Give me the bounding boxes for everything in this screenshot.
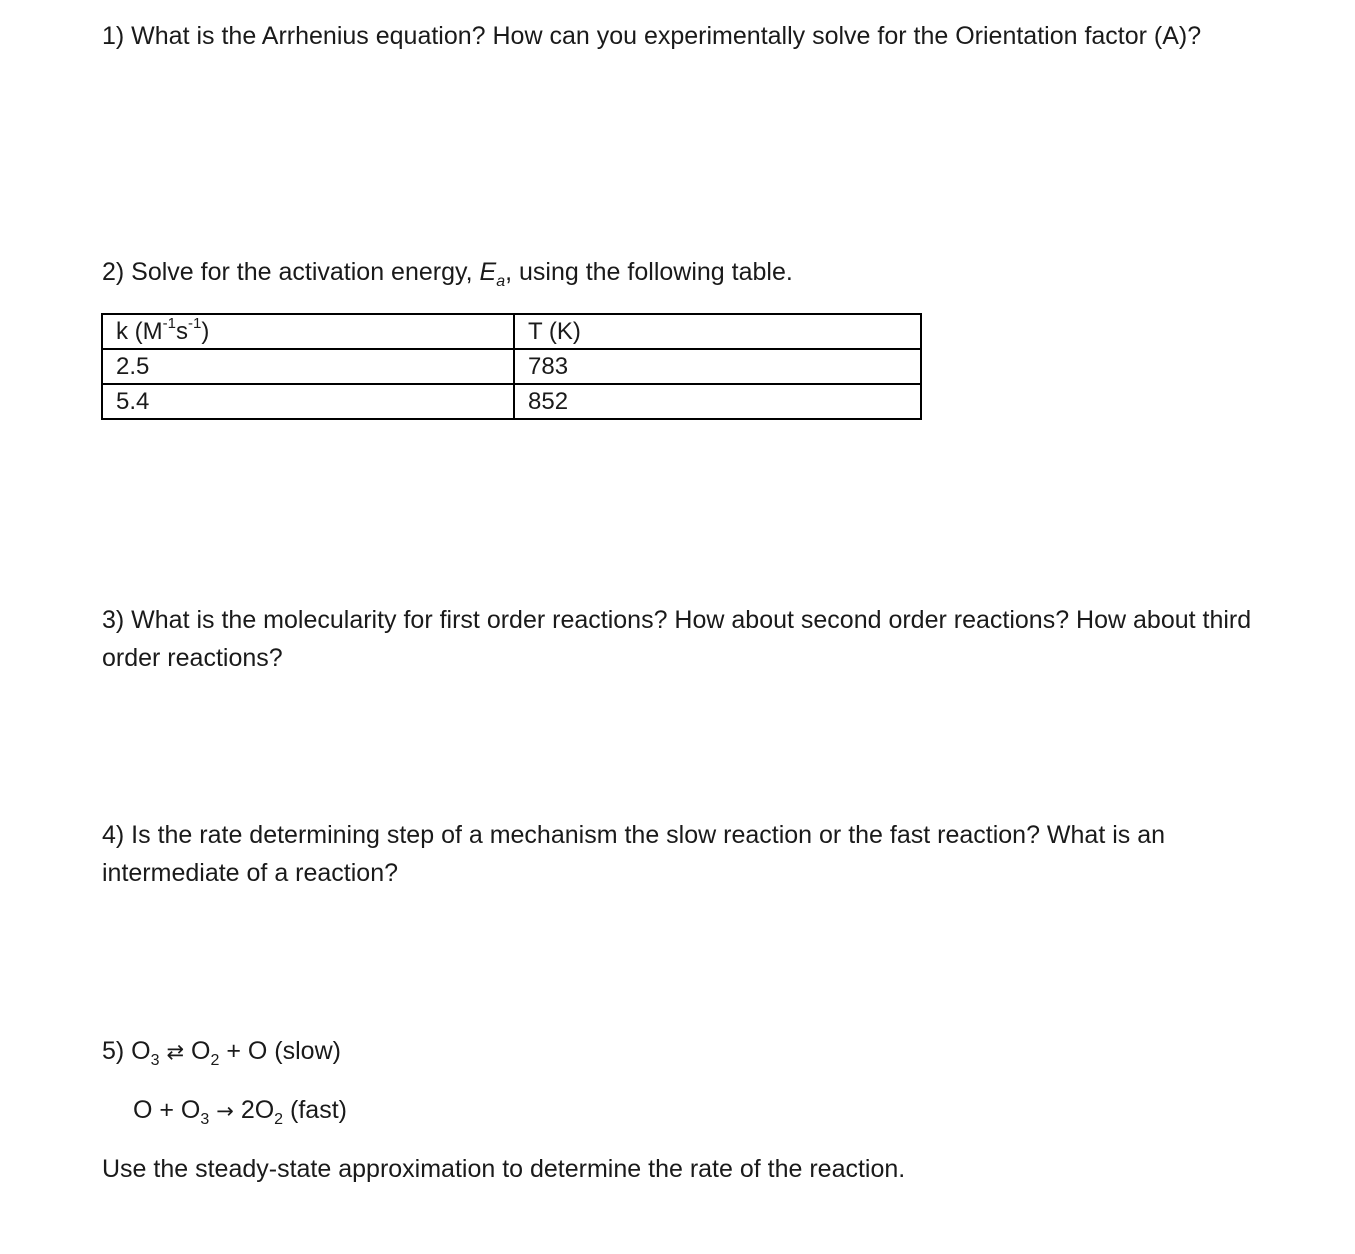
equilibrium-arrow-icon: ⇄ [166, 1040, 185, 1064]
question-4: 4) Is the rate determining step of a mechanism the slow reaction or the fast reaction? What is an intermediate of a reaction? [102, 821, 1166, 887]
activation-energy-symbol: $E_a$ [479, 258, 506, 290]
question-2-prefix: 2) Solve for the activation energy, [102, 258, 480, 286]
right-arrow-icon: → [216, 1099, 234, 1123]
table-row [102, 349, 921, 384]
cell-k: 2.5 [102, 349, 514, 384]
table-row [102, 384, 921, 419]
header-temperature: T (K) [514, 314, 921, 349]
question-5-step-1: 5) $O_3$ ⇄ $O_2 + O$ (slow) [102, 1037, 341, 1069]
question-2 [102, 253, 1302, 291]
cell-k: 5.4 [102, 384, 514, 419]
question-5-step-2: $O + O_3 \to 2O_2$ (fast) [133, 1096, 347, 1128]
header-rate-constant: k $(M^{-1}s^{-1})$ [102, 314, 514, 349]
table-header-row [102, 314, 921, 349]
cell-t: 783 [514, 349, 921, 384]
rate-temperature-table [101, 313, 922, 420]
cell-t: 852 [514, 384, 921, 419]
question-3: 3) What is the molecularity for first order reactions? How about second order reactions? How about third order reactions? [102, 606, 1252, 672]
question-2-suffix: , using the following table. [505, 258, 793, 286]
question-5-instruction: Use the steady-state approximation to determine the rate of the reaction. [102, 1155, 906, 1183]
question-1: 1) What is the Arrhenius equation? How can you experimentally solve for the Orientation factor (A)? [102, 22, 1202, 50]
